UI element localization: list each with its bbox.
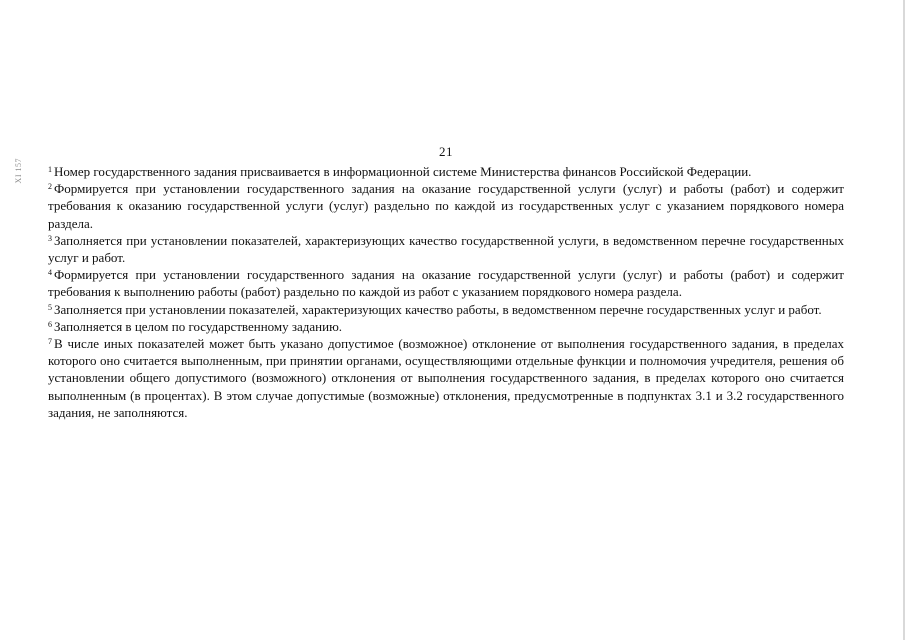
footnote-6 [48, 318, 844, 335]
margin-stamp: XI 157 [14, 158, 23, 184]
footnote-7 [48, 335, 844, 421]
footnote-marker: 6 [48, 319, 52, 329]
footnote-text: В числе иных показателей может быть указано допустимое (возможное) отклонение от выполнения государственного задания, в пределах которого оно считается выполненным, при принятии органами, осуществляющими отдельные функции и полномочия учредителя, решения об установлении общего допустимого (возможного) отклонения от выполнения государственного задания, в пределах которого оно считается выполненным (в процентах). В этом случае допустимые (возможные) отклонения, предусмотренные в подпунктах 3.1 и 3.2 государственного задания, не заполняются. [48, 336, 844, 420]
footnote-text: Формируется при установлении государственного задания на оказание государственной услуги (услуг) и работы (работ) и содержит требования к оказанию государственной услуги (услуг) раздельно по каждой из государственных услуг с указанием порядкового номера раздела. [48, 181, 844, 231]
footnotes-list [48, 163, 844, 421]
footnote-marker: 2 [48, 182, 52, 192]
page-number: 21 [439, 144, 453, 159]
footnote-text: Заполняется при установлении показателей, характеризующих качество государственной услуги, в ведомственном перечне государственных услуг и работ. [48, 232, 844, 266]
footnote-marker: 5 [48, 302, 52, 312]
footnote-marker: 1 [48, 165, 52, 174]
footnote-4 [48, 266, 844, 300]
footnote-marker: 7 [48, 337, 52, 347]
footnote-2 [48, 180, 844, 232]
footnote-marker: 3 [48, 233, 52, 243]
footnote-marker: 4 [48, 268, 52, 278]
footnote-text: Номер государственного задания присваивается в информационной системе Министерства финансов Российской Федерации. [54, 164, 752, 179]
footnote-1 [48, 163, 844, 180]
footnote-text: Заполняется в целом по государственному заданию. [54, 318, 343, 334]
footnote-5 [48, 301, 844, 318]
footnote-text: Формируется при установлении государственного задания на оказание государственной услуги (услуг) и работы (работ) и содержит требования к выполнению работы (работ) раздельно по каждой из работ с указанием порядкового номера раздела. [48, 267, 844, 300]
footnote-3 [48, 232, 844, 266]
footnote-text: Заполняется при установлении показателей, характеризующих качество работы, в ведомственном перечне государственных услуг и работ. [54, 301, 822, 317]
